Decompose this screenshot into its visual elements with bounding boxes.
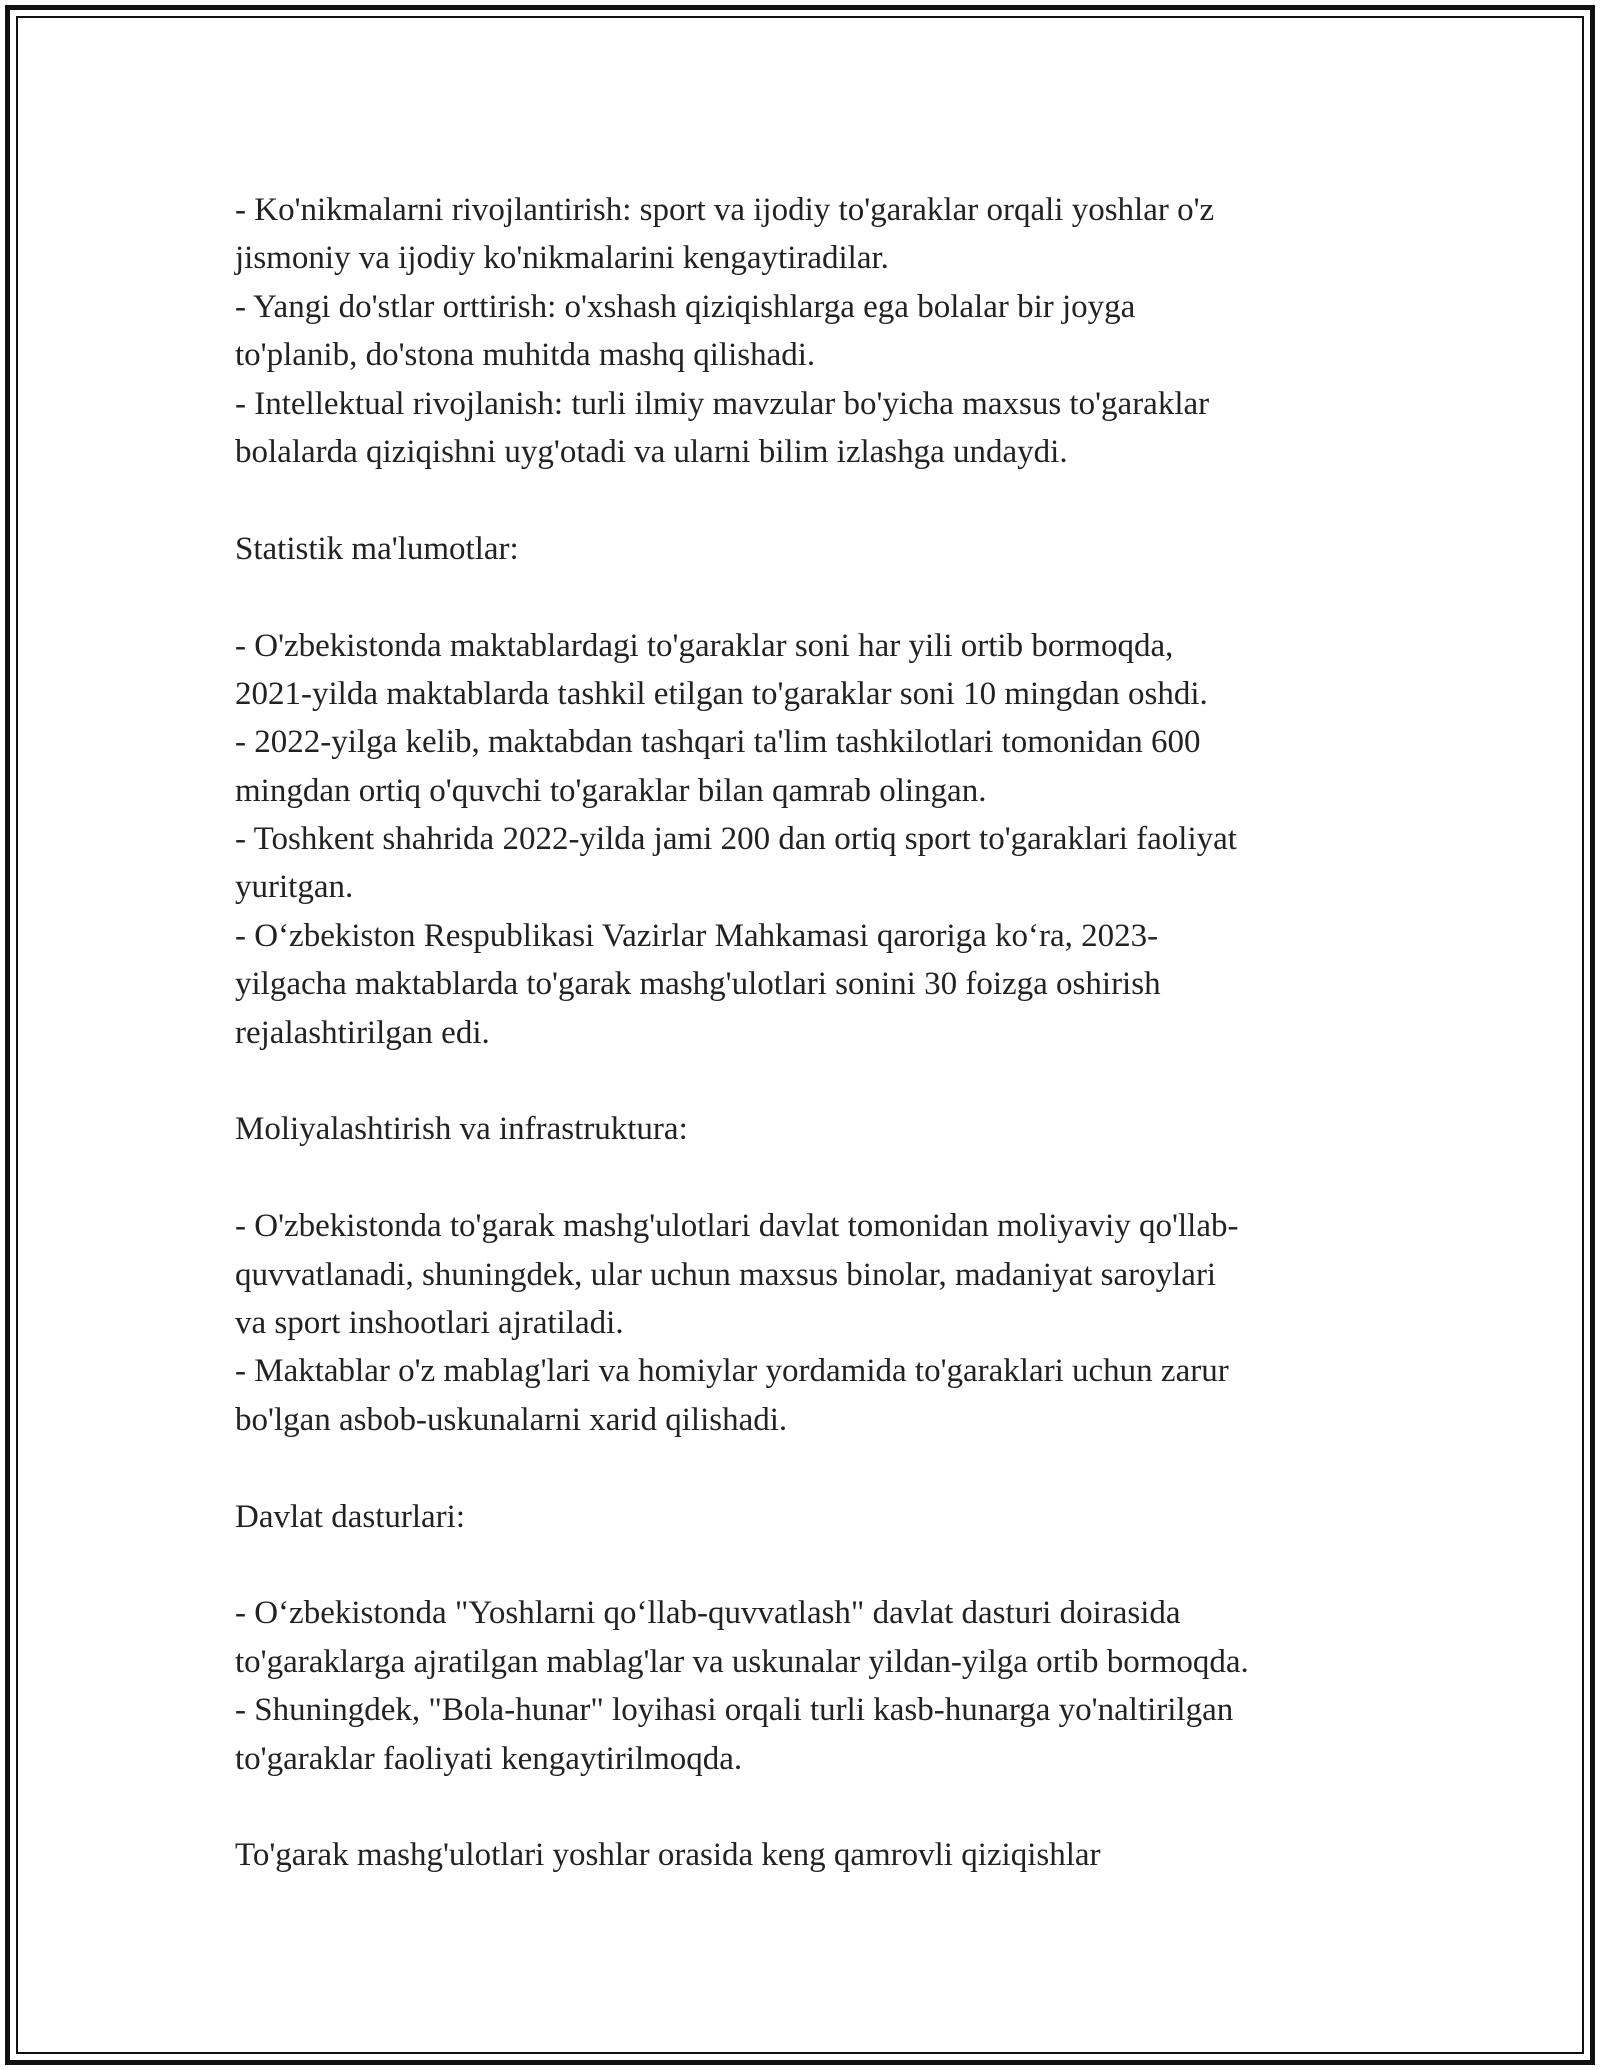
text-line: - O‘zbekiston Respublikasi Vazirlar Mahkamasi qaroriga ko‘ra, 2023-	[235, 917, 1159, 954]
text-line: yilgacha maktablarda to'garak mashg'ulotlari sonini 30 foizga oshirish	[235, 966, 1161, 1003]
blank-line	[235, 476, 1375, 524]
text-line: - O'zbekistonda maktablardagi to'garaklar soni har yili ortib bormoqda,	[235, 627, 1174, 664]
text-line: - Intellektual rivojlanish: turli ilmiy mavzular bo'yicha maxsus to'garaklar	[235, 385, 1210, 422]
text-line: 2021-yilda maktablarda tashkil etilgan to'garaklar soni 10 mingdan oshdi.	[235, 675, 1208, 712]
text-line: to'garaklar faoliyati kengaytirilmoqda.	[235, 1740, 743, 1777]
text-line: To'garak mashg'ulotlari yoshlar orasida keng qamrovli qiziqishlar	[235, 1837, 1101, 1874]
section-heading-finance: Moliyalashtirish va infrastruktura:	[235, 1111, 688, 1148]
section-heading-state-programs: Davlat dasturlari:	[235, 1498, 466, 1535]
text-line: - O‘zbekistonda "Yoshlarni qo‘llab-quvvatlash" davlat dasturi doirasida	[235, 1595, 1181, 1632]
blank-line	[235, 573, 1375, 621]
text-line: - 2022-yilga kelib, maktabdan tashqari ta'lim tashkilotlari tomonidan 600	[235, 724, 1201, 761]
blank-line	[235, 1057, 1375, 1105]
text-line: jismoniy va ijodiy ko'nikmalarini kengaytiradilar.	[235, 240, 889, 277]
text-line: - Ko'nikmalarni rivojlantirish: sport va ijodiy to'garaklar orqali yoshlar o'z	[235, 192, 1215, 228]
text-line: - O'zbekistonda to'garak mashg'ulotlari davlat tomonidan moliyaviy qo'llab-	[235, 1208, 1239, 1245]
text-line: bo'lgan asbob-uskunalarni xarid qilishadi.	[235, 1401, 788, 1438]
text-line: to'planib, do'stona muhitda mashq qilishadi.	[235, 337, 816, 374]
text-line: quvvatlanadi, shuningdek, ular uchun maxsus binolar, madaniyat saroylari	[235, 1256, 1217, 1293]
blank-line	[235, 1154, 1375, 1202]
text-line: bolalarda qiziqishni uyg'otadi va ularni bilim izlashga undaydi.	[235, 433, 1068, 470]
blank-line	[235, 1541, 1375, 1589]
text-line: va sport inshootlari ajratiladi.	[235, 1304, 624, 1341]
blank-line	[235, 1444, 1375, 1492]
text-line: - Toshkent shahrida 2022-yilda jami 200 dan ortiq sport to'garaklari faoliyat	[235, 821, 1237, 858]
text-line: rejalashtirilgan edi.	[235, 1014, 490, 1051]
text-line: yuritgan.	[235, 869, 354, 906]
blank-line	[235, 1783, 1375, 1831]
text-line: - Shuningdek, "Bola-hunar" loyihasi orqali turli kasb-hunarga yo'naltirilgan	[235, 1692, 1234, 1729]
document-body	[235, 186, 1375, 1880]
text-line: mingdan ortiq o'quvchi to'garaklar bilan qamrab olingan.	[235, 772, 987, 809]
text-line: to'garaklarga ajratilgan mablag'lar va uskunalar yildan-yilga ortib bormoqda.	[235, 1643, 1249, 1680]
text-line: - Yangi do'stlar orttirish: o'xshash qiziqishlarga ega bolalar bir joyga	[235, 288, 1136, 325]
section-heading-statistics: Statistik ma'lumotlar:	[235, 530, 519, 567]
text-line: - Maktablar o'z mablag'lari va homiylar yordamida to'garaklari uchun zarur	[235, 1353, 1229, 1390]
